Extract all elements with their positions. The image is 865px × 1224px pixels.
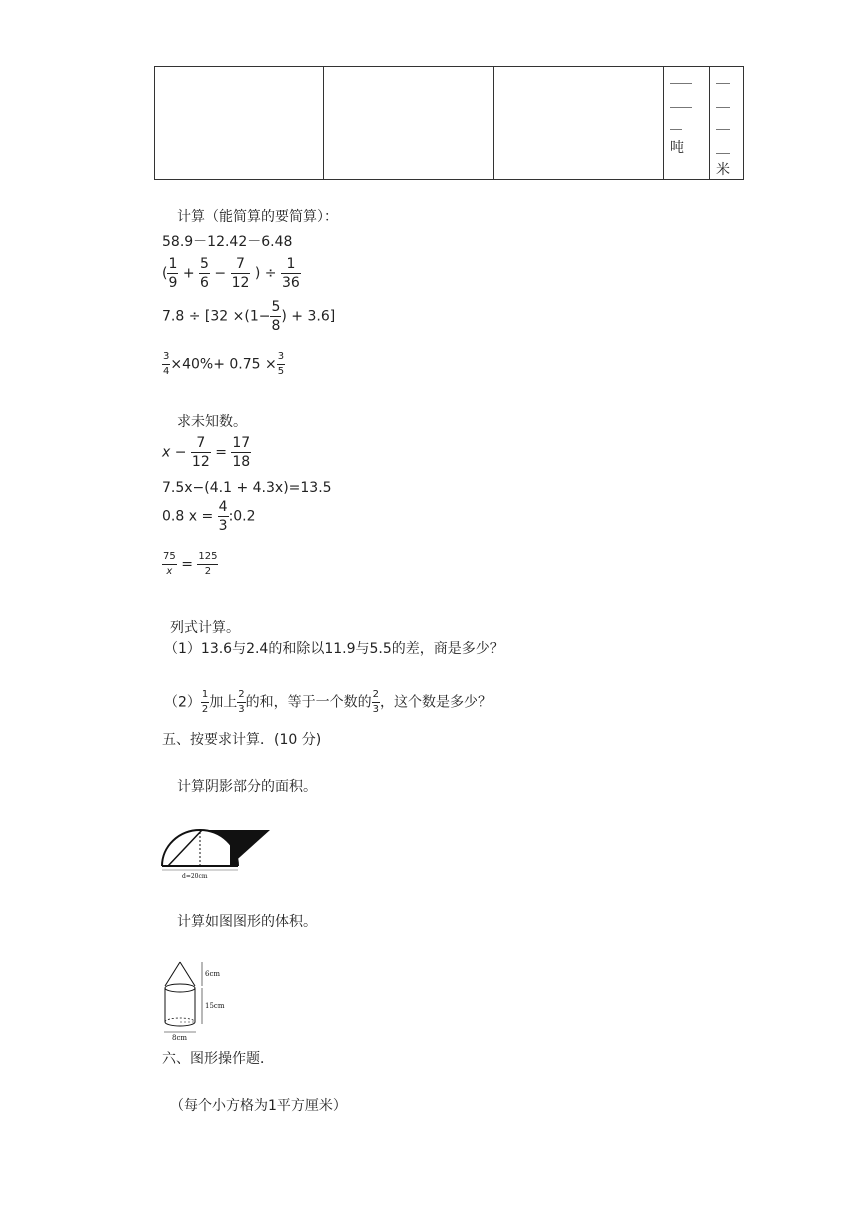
cylinder-height-label: 15cm [205, 1002, 225, 1010]
blank-line [670, 83, 692, 84]
blank-line [716, 107, 730, 108]
calc-expr-1: 58.9－12.42－6.48 [162, 234, 293, 250]
cylinder-bottom [165, 1022, 195, 1026]
chord-line [168, 830, 202, 866]
section-5-title: 五、按要求计算．(10 分) [162, 732, 322, 748]
list-question-2: （2） $\frac{1}{2}$ 加上 $\frac{2}{3}$ 的和，等于一个数的 $\frac{2}{3}$ ，这个数是多少？ [164, 689, 493, 715]
table-divider [323, 67, 324, 179]
unit-meter: 米 [716, 162, 730, 178]
calc-expr-3: 7.8 ÷ [32 ×(1− $\frac{5}{8}$ ) + 3.6] [162, 299, 336, 334]
solve-heading: 求未知数。 [177, 414, 247, 430]
list-heading: 列式计算。 [170, 620, 240, 636]
table-divider [663, 67, 664, 179]
cylinder-top [165, 984, 195, 992]
shaded-area-figure [160, 826, 275, 882]
cone-edge [180, 962, 195, 986]
diameter-label: d=20cm [182, 873, 208, 880]
unit-ton: 吨 [670, 140, 684, 156]
list-question-1: （1）13.6与2.4的和除以11.9与5.5的差，商是多少？ [164, 641, 504, 657]
section-6-title: 六、图形操作题． [162, 1051, 274, 1067]
shade-heading: 计算阴影部分的面积。 [177, 779, 317, 795]
calc-expr-2: ( $\frac{1}{9}$ + $\frac{5}{6}$ − $\frac{7}{12}$ ) ÷ $\frac{1}{36}$ [162, 256, 300, 291]
calc-heading: 计算（能简算的要简算）： [177, 209, 338, 225]
cone-edge [165, 962, 180, 986]
blank-line [716, 83, 730, 84]
calc-expr-4: $\frac{3}{4}$ ×40%+ 0.75 × $\frac{3}{5}$ [163, 351, 285, 377]
solve-eq-4: $\frac{75}{x}$ = $\frac{125}{2}$ [163, 551, 218, 577]
volume-heading: 计算如图图形的体积。 [177, 914, 317, 930]
section-6-note: （每个小方格为1平方厘米） [170, 1098, 347, 1114]
diameter-label: 8cm [172, 1034, 188, 1042]
cylinder-bottom-hidden [165, 1018, 195, 1022]
table-divider [493, 67, 494, 179]
table-divider [709, 67, 710, 179]
blank-line [716, 153, 730, 154]
solve-eq-1: x − $\frac{7}{12}$ = $\frac{17}{18}$ [162, 435, 251, 470]
answer-table [154, 66, 744, 180]
solve-eq-2: 7.5x−(4.1 + 4.3x)=13.5 [162, 480, 332, 496]
cone-height-label: 6cm [205, 970, 221, 978]
blank-line [716, 129, 730, 130]
solve-eq-3: 0.8 x = $\frac{4}{3}$ :0.2 [162, 499, 256, 534]
blank-line [670, 129, 682, 130]
blank-line [670, 107, 692, 108]
cone-cylinder-figure [160, 958, 240, 1042]
